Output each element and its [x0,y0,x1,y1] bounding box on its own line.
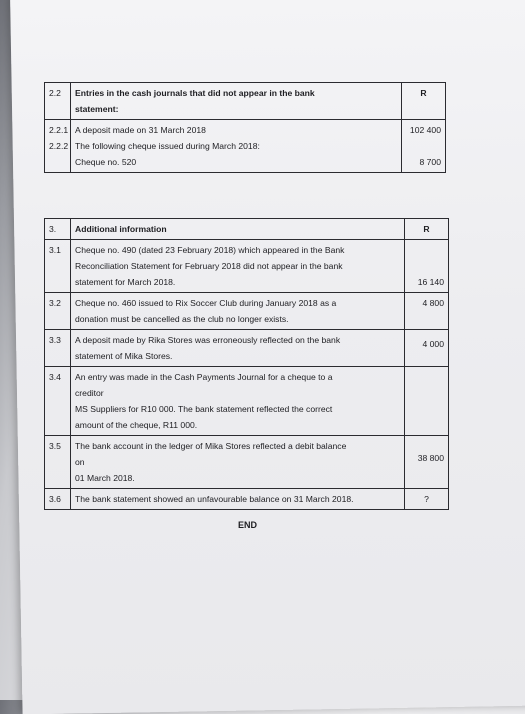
item-amount: 4 000 [405,330,449,367]
currency-header: R [402,83,446,120]
item-description: The bank account in the ledger of Mika Stores reflected a debit balance on 01 March 2018. [71,436,405,489]
item-description: Cheque no. 460 issued to Rix Soccer Club during January 2018 as a donation must be cancelled as the club no longer exists. [71,293,405,330]
bank-entries-table [44,82,446,173]
item-number: 3.2 [45,293,71,330]
item-number: 3.6 [45,489,71,510]
item-amount: 16 140 [405,240,449,293]
item-amount: 38 800 [405,436,449,489]
additional-information-table [44,218,449,510]
item-number: 3.1 [45,240,71,293]
table-row [45,489,449,510]
table-row [45,436,449,489]
item-number: 3.3 [45,330,71,367]
item-description: Cheque no. 490 (dated 23 February 2018) which appeared in the Bank Reconciliation Statement for February 2018 did not appear in the bank statement for March 2018. [71,240,405,293]
section-number: 3. [45,219,71,240]
item-numbers: 2.2.1 2.2.2 [45,120,71,173]
item-amount: 4 800 [405,293,449,330]
item-description: An entry was made in the Cash Payments Journal for a cheque to a creditor MS Suppliers for R10 000. The bank statement reflected the correct amount of the cheque, R11 000. [71,367,405,436]
item-description: The bank statement showed an unfavourable balance on 31 March 2018. [71,489,405,510]
item-number: 3.4 [45,367,71,436]
item-amount [405,367,449,436]
table-header-row [45,83,446,120]
section-heading: Additional information [71,219,405,240]
section-number: 2.2 [45,83,71,120]
table-row [45,120,446,173]
item-amount: ? [405,489,449,510]
table-row [45,293,449,330]
currency-header: R [405,219,449,240]
item-number: 3.5 [45,436,71,489]
item-description: A deposit made by Rika Stores was erroneously reflected on the bank statement of Mika Stores. [71,330,405,367]
end-label: END [238,520,258,530]
item-descriptions: A deposit made on 31 March 2018 The following cheque issued during March 2018: Cheque no. 520 [71,120,402,173]
table-row [45,240,449,293]
item-amounts: 102 400 8 700 [402,120,446,173]
table-header-row [45,219,449,240]
section-heading: Entries in the cash journals that did not appear in the bank statement: [71,83,402,120]
table-row [45,330,449,367]
table-row [45,367,449,436]
